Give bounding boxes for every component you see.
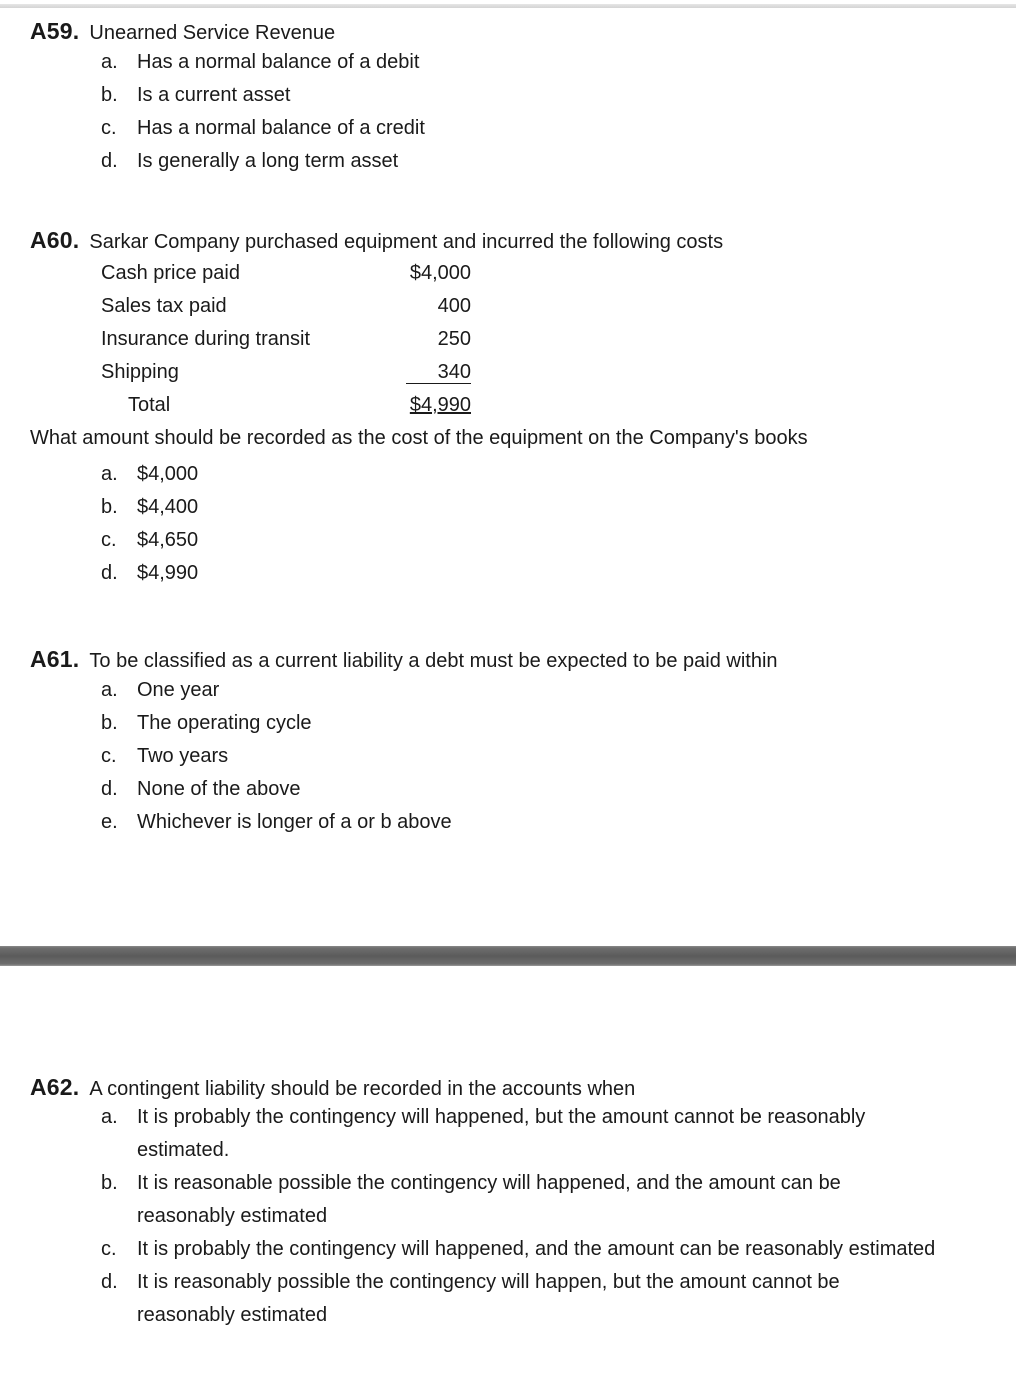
cost-label: Insurance during transit: [101, 328, 311, 350]
question-header: [30, 1074, 937, 1101]
option-letter: c.: [101, 529, 117, 551]
cost-row: [101, 361, 501, 394]
option-letter: b.: [101, 1172, 118, 1194]
option-text: $4,400: [137, 496, 199, 518]
options-list: [101, 51, 425, 183]
option-text: Is a current asset: [137, 84, 291, 106]
question-a59: [30, 18, 425, 183]
option-letter: c.: [101, 117, 117, 139]
option-text: It is reasonably possible the contingency will happen, but the amount cannot be reasonably estimated: [137, 1271, 840, 1326]
option-letter: a.: [101, 463, 118, 485]
option-text: Is generally a long term asset: [137, 150, 399, 172]
option-b: [101, 496, 198, 529]
question-number: A61.: [30, 646, 80, 672]
question-text: A contingent liability should be recorded in the accounts when: [89, 1078, 636, 1100]
question-text: Sarkar Company purchased equipment and incurred the following costs: [89, 231, 724, 253]
option-text: $4,990: [137, 562, 199, 584]
option-letter: d.: [101, 778, 118, 800]
option-letter: b.: [101, 84, 118, 106]
option-text: Two years: [137, 745, 229, 767]
option-text: It is probably the contingency will happened, and the amount can be reasonably estimated: [137, 1238, 936, 1260]
question-a61: [30, 646, 778, 844]
option-d: [101, 150, 425, 183]
top-rule: [0, 4, 1016, 8]
cost-amount: 400: [437, 295, 471, 317]
question-number: A62.: [30, 1074, 80, 1100]
option-letter: a.: [101, 679, 118, 701]
cost-total-row: [101, 394, 501, 427]
option-c: [101, 117, 425, 150]
option-a: [101, 463, 198, 496]
cost-label: Cash price paid: [101, 262, 240, 284]
cost-label: Shipping: [101, 361, 179, 383]
option-e: [101, 811, 778, 844]
question-a60: [30, 227, 990, 597]
option-letter: b.: [101, 712, 118, 734]
option-text: $4,650: [137, 529, 199, 551]
option-d: [101, 1266, 937, 1332]
option-letter: d.: [101, 562, 118, 584]
cost-amount: 340: [406, 361, 471, 384]
cost-label: Sales tax paid: [101, 295, 227, 317]
question-text: To be classified as a current liability a debt must be expected to be paid within: [89, 650, 778, 672]
option-d: [101, 778, 778, 811]
page-break-divider: [0, 946, 1016, 966]
question-a62: [30, 1074, 937, 1332]
options-list: [101, 679, 778, 844]
cost-row: [101, 262, 501, 295]
option-d: [101, 562, 198, 595]
option-text: $4,000: [137, 463, 199, 485]
question-text: Unearned Service Revenue: [89, 22, 336, 44]
option-text: The operating cycle: [137, 712, 312, 734]
option-letter: c.: [101, 745, 117, 767]
question-header: [30, 646, 778, 673]
options-list: [101, 463, 198, 595]
cost-row: [101, 328, 501, 361]
question-number: A59.: [30, 18, 80, 44]
option-letter: b.: [101, 496, 118, 518]
question-header: [30, 18, 425, 45]
option-a: [101, 51, 425, 84]
option-letter: a.: [101, 1106, 118, 1128]
follow-up-question: What amount should be recorded as the cost of the equipment on the Company's books: [30, 427, 808, 449]
option-text: One year: [137, 679, 220, 701]
option-text: Has a normal balance of a debit: [137, 51, 420, 73]
cost-amount: 250: [437, 328, 471, 350]
option-c: [101, 529, 198, 562]
question-number: A60.: [30, 227, 80, 253]
option-text: It is reasonable possible the contingency will happened, and the amount can be reasonably estimated: [137, 1172, 841, 1227]
option-text: Whichever is longer of a or b above: [137, 811, 452, 833]
option-letter: d.: [101, 150, 118, 172]
option-a: [101, 679, 778, 712]
option-c: [101, 1233, 937, 1266]
option-b: [101, 1167, 937, 1233]
option-b: [101, 84, 425, 117]
cost-total-label: Total: [128, 394, 171, 416]
option-text: Has a normal balance of a credit: [137, 117, 425, 139]
question-header: [30, 227, 990, 254]
option-letter: d.: [101, 1271, 118, 1293]
option-text: None of the above: [137, 778, 301, 800]
option-letter: e.: [101, 811, 118, 833]
option-c: [101, 745, 778, 778]
cost-amount: $4,000: [409, 262, 471, 284]
option-letter: a.: [101, 51, 118, 73]
cost-total-amount: $4,990: [409, 394, 471, 416]
option-b: [101, 712, 778, 745]
cost-table: [101, 262, 501, 427]
option-text: It is probably the contingency will happened, but the amount cannot be reasonably estimated.: [137, 1106, 866, 1161]
option-a: [101, 1101, 937, 1167]
options-list: [101, 1101, 937, 1332]
cost-row: [101, 295, 501, 328]
option-letter: c.: [101, 1238, 117, 1260]
